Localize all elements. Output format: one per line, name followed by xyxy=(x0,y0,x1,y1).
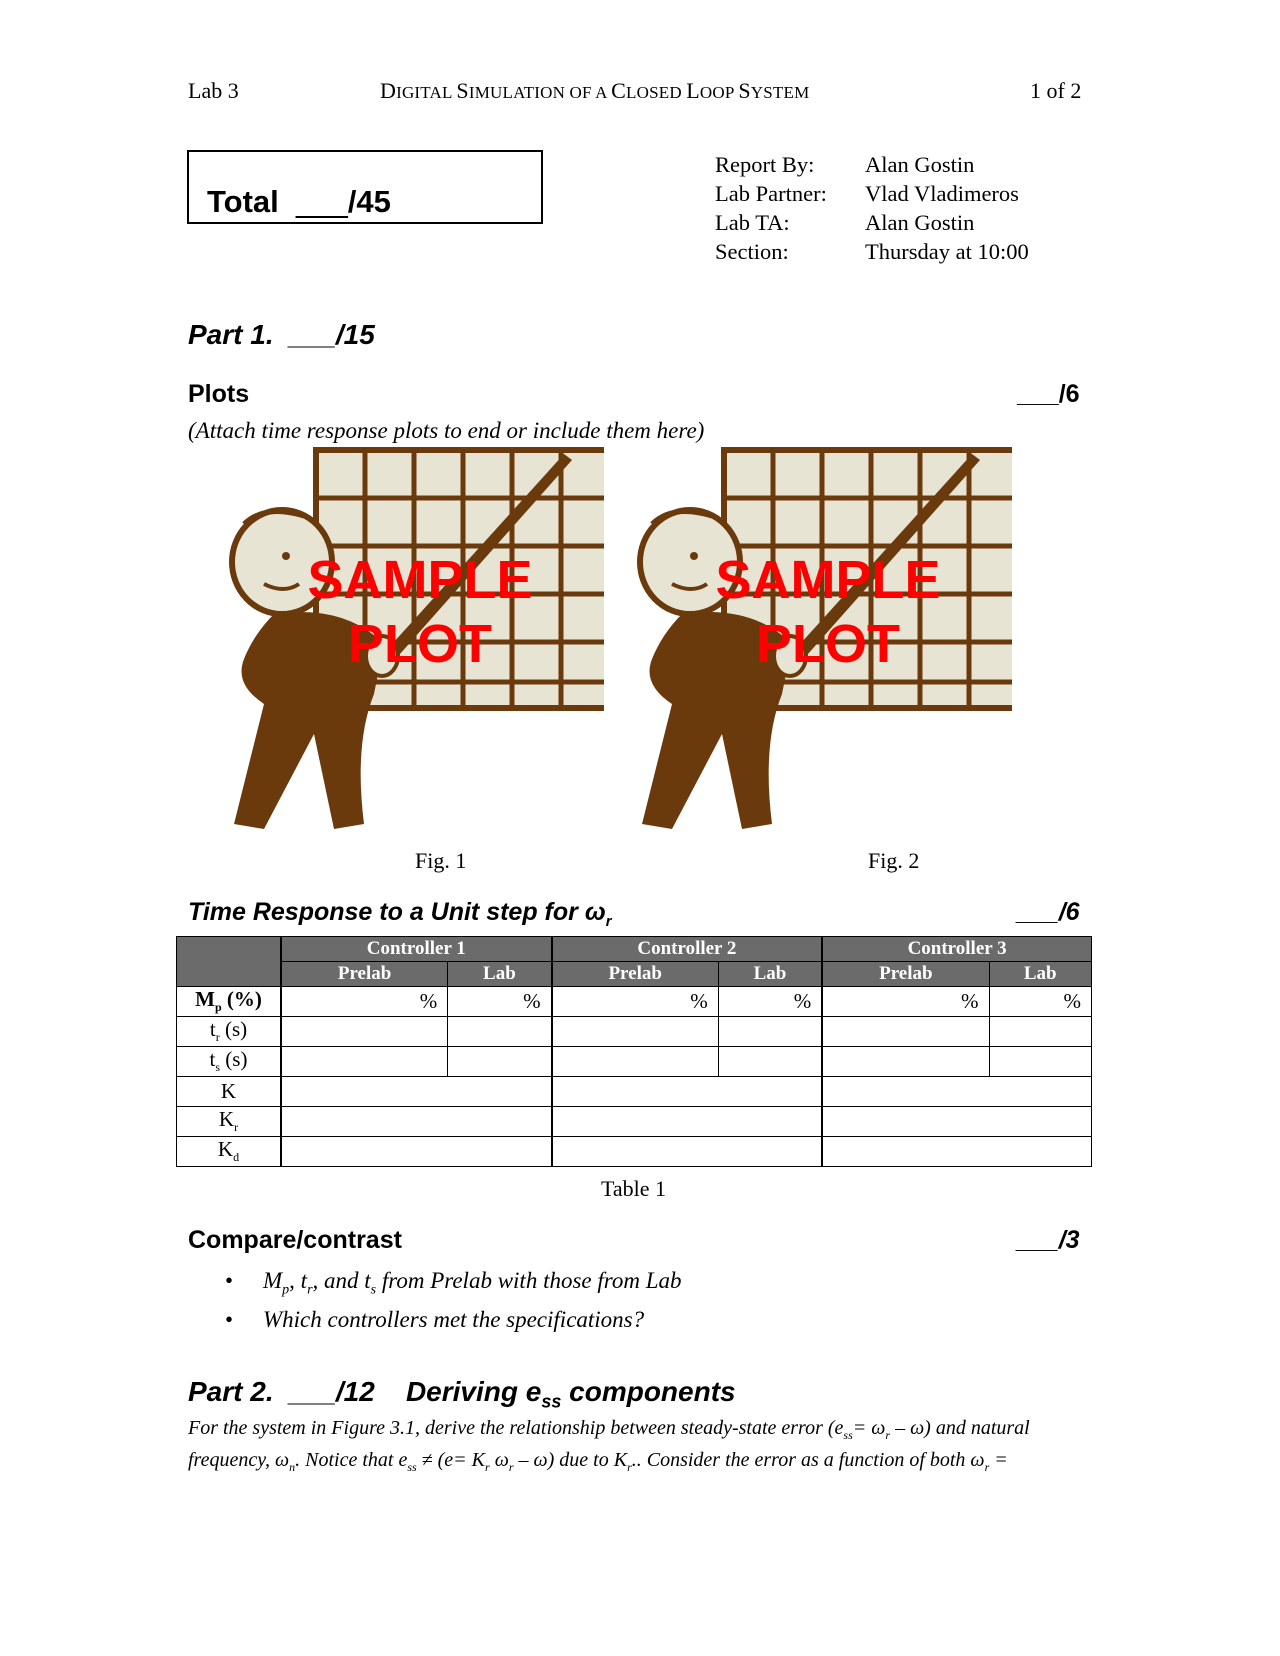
prelab-header: Prelab xyxy=(552,962,719,987)
cell-tr-c1-prelab[interactable] xyxy=(281,1017,448,1047)
fig2-caption: Fig. 2 xyxy=(868,848,920,873)
total-blank: ___ xyxy=(295,184,348,219)
info-key: Report By: xyxy=(715,152,815,177)
bullet-text-2: Which controllers met the specifications? xyxy=(263,1306,645,1332)
controller-2-header: Controller 2 xyxy=(552,937,823,962)
row-label-tr xyxy=(177,1017,282,1047)
cell-k-c2[interactable] xyxy=(552,1077,823,1107)
row-label-base: K xyxy=(218,1107,235,1132)
part1-heading xyxy=(188,319,375,351)
cell-kr-c1[interactable] xyxy=(281,1107,552,1137)
total-max: /45 xyxy=(347,184,391,219)
row-label-base: M xyxy=(195,987,215,1012)
table-row xyxy=(177,1137,1092,1167)
p-l1: For the system in Figure 3.1, derive the relationship between steady-state error (e xyxy=(188,1417,844,1439)
cell-kr-c2[interactable] xyxy=(552,1107,823,1137)
title-cap-3: C xyxy=(611,78,627,103)
report-info xyxy=(715,150,1029,266)
info-value: Thursday at 10:00 xyxy=(865,239,1029,264)
title-cap-4: L xyxy=(686,78,700,103)
title-rest-5: YSTEM xyxy=(750,83,810,102)
table-header-row-controllers xyxy=(177,937,1092,962)
compare-bullet-list xyxy=(225,1266,682,1334)
b1-m: M xyxy=(263,1268,283,1293)
title-cap-5: S xyxy=(738,78,751,103)
cell-k-c1[interactable] xyxy=(281,1077,552,1107)
row-label-ts xyxy=(177,1047,282,1077)
table-row xyxy=(177,1017,1092,1047)
watermark-plot: PLOT xyxy=(348,614,492,674)
cell-ts-c2-lab[interactable] xyxy=(718,1047,822,1077)
bullet-icon: • xyxy=(225,1268,234,1293)
bullet-text-1 xyxy=(263,1266,682,1305)
info-value: Alan Gostin xyxy=(865,152,975,177)
cell-ts-c3-prelab[interactable] xyxy=(822,1047,989,1077)
fig1-caption: Fig. 1 xyxy=(415,848,467,873)
compare-heading: Compare/contrast xyxy=(188,1226,402,1254)
cell-ts-c2-prelab[interactable] xyxy=(552,1047,719,1077)
total-score xyxy=(207,184,391,220)
prelab-header: Prelab xyxy=(822,962,989,987)
paragraph-line-1 xyxy=(188,1416,1088,1448)
cell-tr-c3-lab[interactable] xyxy=(989,1017,1091,1047)
total-label: Total xyxy=(207,184,279,219)
row-label-suffix: (%) xyxy=(221,987,262,1012)
total-score-box xyxy=(187,150,543,224)
list-item xyxy=(225,1266,682,1305)
cell-tr-c1-lab[interactable] xyxy=(448,1017,552,1047)
row-label-suffix: (s) xyxy=(219,1017,248,1042)
plots-note: (Attach time response plots to end or include them here) xyxy=(188,418,705,443)
info-value: Alan Gostin xyxy=(865,210,975,235)
b1-p: p xyxy=(282,1282,290,1298)
cell-mp-c1-lab[interactable]: % xyxy=(448,987,552,1017)
time-response-heading xyxy=(188,898,612,930)
part2-title: Part 2. xyxy=(188,1376,274,1407)
cell-mp-c2-lab[interactable]: % xyxy=(718,987,822,1017)
paragraph-line-2 xyxy=(188,1448,1088,1480)
b1-r: r xyxy=(307,1282,313,1298)
info-value: Vlad Vladimeros xyxy=(865,181,1019,206)
info-key: Section: xyxy=(715,239,789,264)
results-table xyxy=(176,936,1092,1167)
cell-k-c3[interactable] xyxy=(822,1077,1091,1107)
row-label-sub: r xyxy=(234,1120,239,1135)
part2-topic-b: components xyxy=(561,1376,736,1407)
lab-header: Lab xyxy=(448,962,552,987)
info-row-lab-partner xyxy=(715,179,1029,208)
plots-heading: Plots xyxy=(188,380,250,408)
p-l2f: .. Consider the error as a function of both ω xyxy=(631,1449,985,1471)
p-l2d: ω xyxy=(489,1449,509,1471)
compare-score: ___/3 xyxy=(1017,1226,1080,1254)
p-r2: r xyxy=(485,1460,490,1474)
title-rest-3: LOSED xyxy=(626,83,687,102)
cell-kr-c3[interactable] xyxy=(822,1107,1091,1137)
lab-header: Lab xyxy=(989,962,1091,987)
part2-topic-sub: ss xyxy=(541,1391,562,1412)
watermark-sample: SAMPLE xyxy=(307,550,533,610)
cell-mp-c3-lab[interactable]: % xyxy=(989,987,1091,1017)
row-label-base: K xyxy=(220,1079,237,1103)
prelab-header: Prelab xyxy=(281,962,448,987)
p-r5: r xyxy=(984,1460,990,1474)
page-number: 1 of 2 xyxy=(1030,78,1082,103)
title-cap-2: S xyxy=(456,78,469,103)
cell-tr-c2-prelab[interactable] xyxy=(552,1017,719,1047)
row-label-sub: d xyxy=(233,1150,240,1165)
info-row-section xyxy=(715,237,1029,266)
table-row xyxy=(177,987,1092,1017)
header-lab-number: Lab 3 xyxy=(188,78,239,103)
lab-header: Lab xyxy=(718,962,822,987)
cell-kd-c3[interactable] xyxy=(822,1137,1091,1167)
watermark-sample: SAMPLE xyxy=(715,550,941,610)
row-label-k xyxy=(177,1077,282,1107)
cell-ts-c1-lab[interactable] xyxy=(448,1047,552,1077)
cell-ts-c1-prelab[interactable] xyxy=(281,1047,448,1077)
part1-title: Part 1. xyxy=(188,319,274,350)
row-label-sub: s xyxy=(215,1060,221,1075)
plots-score: ___/6 xyxy=(1017,380,1080,408)
title-rest-4: OOP xyxy=(699,83,739,102)
table-header-row-sub xyxy=(177,962,1092,987)
b1-c1: , t xyxy=(289,1268,308,1293)
cell-tr-c2-lab[interactable] xyxy=(718,1017,822,1047)
table-row xyxy=(177,1107,1092,1137)
document-title xyxy=(380,78,809,104)
p-ss: ss xyxy=(843,1428,853,1442)
time-response-score: ___/6 xyxy=(1017,898,1080,926)
p-l1c: – ω) and natural xyxy=(890,1417,1030,1439)
row-label-sub: r xyxy=(215,1030,220,1045)
title-cap-1: D xyxy=(380,78,397,103)
bullet-icon: • xyxy=(225,1306,234,1332)
watermark-plot: PLOT xyxy=(756,614,900,674)
sample-plot-watermark-2 xyxy=(688,548,968,676)
table-row xyxy=(177,1077,1092,1107)
title-rest-2: IMULATION OF A xyxy=(468,83,612,102)
controller-3-header: Controller 3 xyxy=(822,937,1091,962)
cell-mp-c2-prelab[interactable]: % xyxy=(552,987,719,1017)
part2-score: ___/12 xyxy=(289,1376,375,1407)
p-r4: r xyxy=(627,1460,632,1474)
info-key: Lab TA: xyxy=(715,210,790,235)
part2-topic-a: Deriving e xyxy=(405,1376,542,1407)
info-row-report-by xyxy=(715,150,1029,179)
p-l1b: = ω xyxy=(852,1417,886,1439)
p-l2e: – ω) due to K xyxy=(513,1449,628,1471)
cell-kd-c1[interactable] xyxy=(281,1137,552,1167)
b1-rest: from Prelab with those from Lab xyxy=(376,1268,682,1293)
row-label-kd xyxy=(177,1137,282,1167)
cell-kd-c2[interactable] xyxy=(552,1137,823,1167)
b1-s: s xyxy=(370,1282,377,1298)
cell-ts-c3-lab[interactable] xyxy=(989,1047,1091,1077)
time-response-subscript: r xyxy=(605,913,612,930)
row-label-base: t xyxy=(209,1017,216,1042)
row-label-base: K xyxy=(217,1137,234,1162)
row-label-kr xyxy=(177,1107,282,1137)
table-caption: Table 1 xyxy=(601,1176,667,1201)
list-item xyxy=(225,1305,682,1334)
cell-mp-c3-prelab[interactable]: % xyxy=(822,987,989,1017)
time-response-title: Time Response to a Unit step for ω xyxy=(188,898,606,926)
controller-1-header: Controller 1 xyxy=(281,937,552,962)
p-r: r xyxy=(885,1428,891,1442)
row-label-base: t xyxy=(209,1047,216,1072)
p-l2a: frequency, ω xyxy=(188,1449,290,1471)
row-label-suffix: (s) xyxy=(220,1047,248,1072)
p-ss2: ss xyxy=(407,1460,417,1474)
row-label-sub: p xyxy=(214,1000,222,1015)
p-n: n xyxy=(289,1460,296,1474)
p-l2c: ≠ (e= K xyxy=(416,1449,486,1471)
title-rest-1: IGITAL xyxy=(396,83,457,102)
part1-score: ___/15 xyxy=(289,319,375,350)
info-row-lab-ta xyxy=(715,208,1029,237)
row-label-mp xyxy=(177,987,282,1017)
table-corner xyxy=(177,937,282,987)
part2-paragraph xyxy=(188,1416,1088,1480)
sample-plot-watermark-1 xyxy=(280,548,560,676)
p-l2g: = xyxy=(989,1449,1008,1471)
p-l2b: . Notice that e xyxy=(295,1449,408,1471)
p-r3: r xyxy=(508,1460,514,1474)
part2-heading xyxy=(188,1376,736,1413)
b1-c2: , and t xyxy=(312,1268,371,1293)
cell-mp-c1-prelab[interactable]: % xyxy=(281,987,448,1017)
cell-tr-c3-prelab[interactable] xyxy=(822,1017,989,1047)
table-row xyxy=(177,1047,1092,1077)
info-key: Lab Partner: xyxy=(715,181,827,206)
